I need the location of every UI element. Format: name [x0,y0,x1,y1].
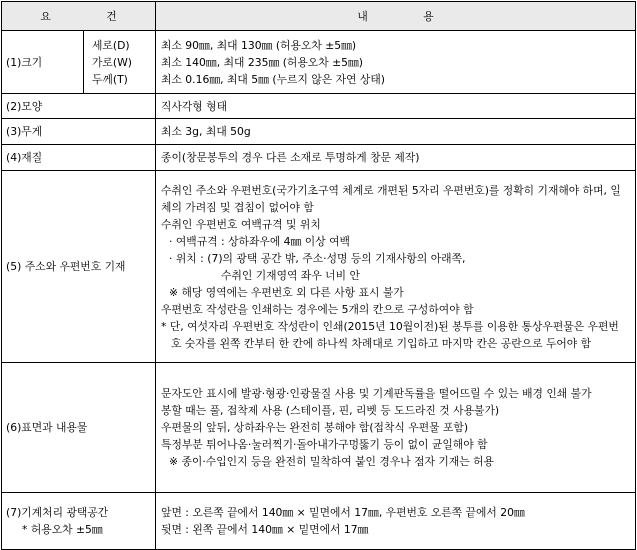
gloss-content [156,493,636,550]
table-row-weight [2,119,636,145]
material-label: (4)재질 [2,145,156,171]
table-row-shape [2,94,636,119]
surface-line-4: 특정부분 튀어나옴·눌러찍기·돌아내가구멍뚫기 등이 없이 균일해야 함 [161,438,488,451]
table-header-row [2,2,636,31]
header-content: 내 용 [156,2,636,31]
size-value-thickness: 최소 0.16㎜, 최대 5㎜ (누르지 않은 자연 상태) [161,72,385,86]
address-line-1: 수취인 주소와 우편번호(국가기초구역 체계로 개편된 5자리 우편번호)를 정확히 기재해야 하며, 일체의 가려짐 및 겹침이 없어야 함 [161,183,621,214]
address-line-2: 수취인 우편번호 여백규격 및 위치 [161,217,321,231]
surface-line-1: 문자도안 표시에 발광·형광·인광물질 사용 및 기계판독률을 떨어뜨릴 수 있는 배경 인쇄 불가 [161,387,592,400]
size-sub-labels [84,31,156,94]
size-label: (1)크기 [2,31,84,94]
weight-value: 최소 3g, 최대 50g [156,119,636,145]
surface-line-3: 우편물의 앞뒤, 상하좌우는 완전히 봉해야 함(접착식 우편물 포함) [161,421,469,434]
gloss-front: 앞면 : 오른쪽 끝에서 140㎜ × 밑면에서 17㎜, 우편번호 오른쪽 끝에서 20㎜ [161,506,525,519]
address-position-spec: · 위치 : (7)의 광택 공간 밖, 주소·성명 등의 기재사항의 아래쪽, [169,251,466,265]
size-sub-thickness: 두께(T) [92,72,128,86]
postal-spec-table [1,1,636,550]
surface-label: (6)표면과 내용물 [2,363,156,493]
table-row-address [2,171,636,363]
address-note: ※ 해당 영역에는 우편번호 외 다른 사항 표시 불가 [169,285,404,299]
size-values [156,31,636,94]
shape-value: 직사각형 형태 [156,94,636,119]
weight-label: (3)무게 [2,119,156,145]
size-value-width: 최소 140㎜, 최대 235㎜ (허용오차 ±5㎜) [161,55,363,69]
address-content [156,171,636,363]
gloss-tolerance-note: * 허용오차 ±5㎜ [22,523,103,536]
address-position-spec-cont: 수취인 기재영역 좌우 너비 안 [221,268,360,282]
gloss-back: 뒷면 : 왼쪽 끝에서 140㎜ × 밑면에서 17㎜ [161,523,369,536]
address-label: (5) 주소와 우편번호 기재 [2,171,156,363]
size-sub-width: 가로(W) [92,55,132,69]
gloss-label: (7)기계처리 광택공간 [6,506,109,519]
size-value-height: 최소 90㎜, 최대 130㎜ (허용오차 ±5㎜) [161,38,357,52]
surface-content [156,363,636,493]
table-row-size [2,31,636,94]
surface-line-2: 봉할 때는 풀, 접착제 사용 (스테이플, 핀, 리벳 등 도드라진 것 사용불가) [161,404,500,417]
shape-label: (2)모양 [2,94,156,119]
header-requirement: 요 건 [2,2,156,31]
gloss-label-cell [2,493,156,550]
size-sub-height: 세로(D) [92,38,130,52]
table-row-surface [2,363,636,493]
table-row-gloss [2,493,636,550]
address-line-7: 우편번호 작성란을 인쇄하는 경우에는 5개의 칸으로 구성하여야 함 [161,302,474,316]
material-value: 종이(창문봉투의 경우 다른 소재로 투명하게 창문 제작) [156,145,636,171]
surface-note: ※ 종이·수입인지 등을 완전히 밀착하여 붙인 경우나 점자 기재는 허용 [169,455,494,468]
address-margin-spec: · 여백규격 : 상하좌우에 4㎜ 이상 여백 [169,234,350,248]
table-row-material [2,145,636,171]
address-exception-note: * 단, 여섯자리 우편번호 작성란이 인쇄(2015년 10월이전)된 봉투를 이용한 통상우편물은 우편번호 숫자를 왼쪽 칸부터 한 칸에 하나씩 차례대로 기입하고 마지막 칸은 공란으로 두어야 함 [161,319,619,350]
